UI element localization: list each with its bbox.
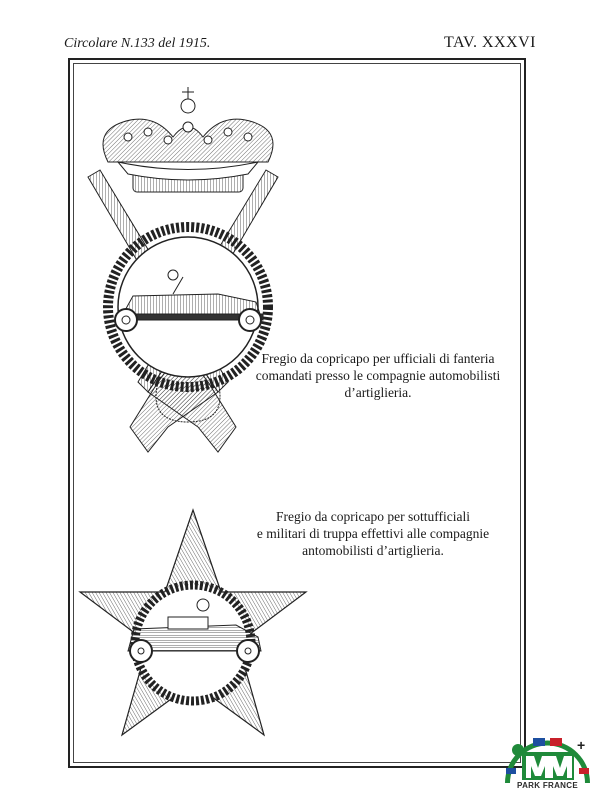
plate-number: TAV. XXXVI: [443, 34, 536, 51]
svg-text:+: +: [577, 737, 586, 753]
crown: [103, 87, 273, 192]
logo-label: PARK FRANCE: [517, 781, 578, 790]
caption-line: Fregio da copricapo per ufficiali di fanteria: [261, 351, 495, 366]
officer-cap-badge: [78, 82, 298, 462]
troop-cap-badge: [76, 505, 311, 745]
caption-line: antomobilisti d’artiglieria.: [302, 543, 444, 558]
officer-badge-caption: [228, 350, 528, 401]
caption-line: e militari di truppa effettivi alle compagnie: [256, 526, 490, 541]
caption-line: d’artiglieria.: [344, 385, 412, 400]
circular-reference: Circolare N.133 del 1915.: [64, 36, 211, 51]
caption-line: Fregio da copricapo per sottufficiali: [276, 509, 470, 524]
caption-line: comandati presso le compagnie automobilisti: [255, 368, 501, 383]
